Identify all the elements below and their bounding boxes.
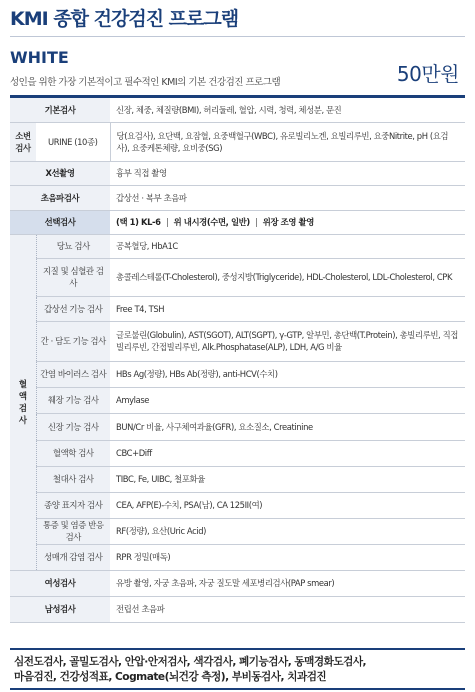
row-label-xray: X선촬영 (10, 161, 110, 185)
plan-subtitle: 성인을 위한 가장 기본적이고 필수적인 KMI의 기본 건강검진 프로그램 (10, 77, 281, 88)
table-row-male (10, 596, 465, 622)
table-row-blood (10, 440, 465, 466)
plan-name: WHITE (10, 48, 69, 67)
choice-separator (256, 218, 257, 227)
blood-value: CEA, AFP(E)-수치, PSA(남), CA 125II(여) (110, 492, 465, 518)
row-label-basic: 기본검사 (10, 98, 110, 122)
row-value-male: 전립선 초음파 (110, 596, 465, 622)
choice-option-2: 위 내시경(수면, 일반) (173, 217, 250, 227)
blood-label: 성매개 감염 검사 (36, 544, 110, 570)
footer-divider (10, 688, 465, 690)
row-value-xray: 흉부 직접 촬영 (110, 161, 465, 185)
blood-value: Amylase (110, 387, 465, 413)
blood-label: 당뇨 검사 (36, 234, 110, 258)
table-row-basic (10, 98, 465, 122)
additional-tests-line: 심전도검사, 골밀도검사, 안압·안저검사, 색각검사, 폐기능검사, 동맥경화도검사, (14, 656, 367, 668)
table-row-blood (10, 518, 465, 544)
row-label-male: 남성검사 (10, 596, 110, 622)
blood-value: 공복혈당, HbA1C (110, 234, 465, 258)
table-row-blood (10, 321, 465, 361)
table-row-ultrasound (10, 185, 465, 210)
blood-label: 간 · 담도 기능 검사 (36, 321, 110, 361)
table-row-female (10, 570, 465, 596)
blood-label: 갑상선 기능 검사 (36, 296, 110, 321)
row-group-blood: 혈 액 검 사 (10, 234, 36, 570)
table-row-xray (10, 161, 465, 185)
page-title: KMI 종합 건강검진 프로그램 (10, 8, 239, 30)
blood-label: 췌장 기능 검사 (36, 387, 110, 413)
title-divider (10, 36, 465, 37)
row-group-urine: 소변검사 (10, 122, 36, 161)
row-label-urine: URINE (10종) (36, 122, 110, 161)
blood-label: 지질 및 심혈관 검사 (36, 258, 110, 296)
row-label-ultrasound: 초음파검사 (10, 185, 110, 210)
table-row-blood (10, 258, 465, 296)
row-value-female: 유방 촬영, 자궁 초음파, 자궁 질도말 세포병리검사(PAP smear) (110, 570, 465, 596)
table-row-blood (10, 361, 465, 387)
blood-value: 글로불린(Globulin), AST(SGOT), ALT(SGPT), γ-GTP, 알부민, 총단백(T.Protein), 총빌리루빈, 직접빌리루빈, 간접빌리루빈, Alk.Phosphatase(ALP), LDH, A/G 비율 (110, 321, 465, 361)
table-row-blood (10, 234, 465, 258)
blood-value: CBC+Diff (110, 440, 465, 466)
checkup-table (10, 98, 465, 623)
blood-label: 간염 바이러스 검사 (36, 361, 110, 387)
additional-tests-line: 마음검진, 건강성적표, Cogmate(뇌건강 측정), 부비동검사, 치과검진 (14, 671, 327, 683)
row-value-ultrasound: 갑상선 · 복부 초음파 (110, 185, 465, 210)
blood-value: TIBC, Fe, UIBC, 철포화율 (110, 466, 465, 492)
blood-value: BUN/Cr 비율, 사구체여과율(GFR), 요소질소, Creatinine (110, 413, 465, 440)
table-row-blood (10, 544, 465, 570)
row-label-female: 여성검사 (10, 570, 110, 596)
blood-label: 통증 및 염증 반응 검사 (36, 518, 110, 544)
blood-label: 철대사 검사 (36, 466, 110, 492)
blood-value: RF(정량), 요산(Uric Acid) (110, 518, 465, 544)
extras-divider (10, 648, 465, 650)
table-row-blood (10, 466, 465, 492)
blood-value: HBs Ag(정량), HBs Ab(정량), anti-HCV(수치) (110, 361, 465, 387)
table-row-blood (10, 296, 465, 321)
table-row-blood (10, 492, 465, 518)
blood-value: 총콜레스테롤(T-Cholesterol), 중성지방(Triglyceride), HDL-Cholesterol, LDL-Cholesterol, CPK (110, 258, 465, 296)
blood-label: 혈액학 검사 (36, 440, 110, 466)
additional-tests (14, 655, 464, 685)
choice-separator (167, 218, 168, 227)
table-row-blood (10, 387, 465, 413)
row-value-urine: 당(요검사), 요단백, 요잠혈, 요중백혈구(WBC), 유로빌리노겐, 요빌리루빈, 요중Nitrite, pH (요검사), 요중케톤체량, 요비중(SG) (110, 122, 465, 161)
row-label-choice: 선택검사 (10, 210, 110, 234)
choice-option-3: 위장 조영 촬영 (262, 217, 314, 227)
blood-value: RPR 정밀(매독) (110, 544, 465, 570)
table-row-blood (10, 413, 465, 440)
plan-price: 50만원 (396, 62, 459, 86)
blood-label: 신장 기능 검사 (36, 413, 110, 440)
row-value-choice (110, 210, 465, 234)
blood-label: 종양 표지자 검사 (36, 492, 110, 518)
blood-value: Free T4, TSH (110, 296, 465, 321)
table-row-urine (10, 122, 465, 161)
choice-option-1: (택 1) KL-6 (116, 217, 161, 227)
table-row-choice (10, 210, 465, 234)
row-value-basic: 신장, 체중, 체질량(BMI), 허리둘레, 혈압, 시력, 청력, 체성분, 문진 (110, 98, 465, 122)
